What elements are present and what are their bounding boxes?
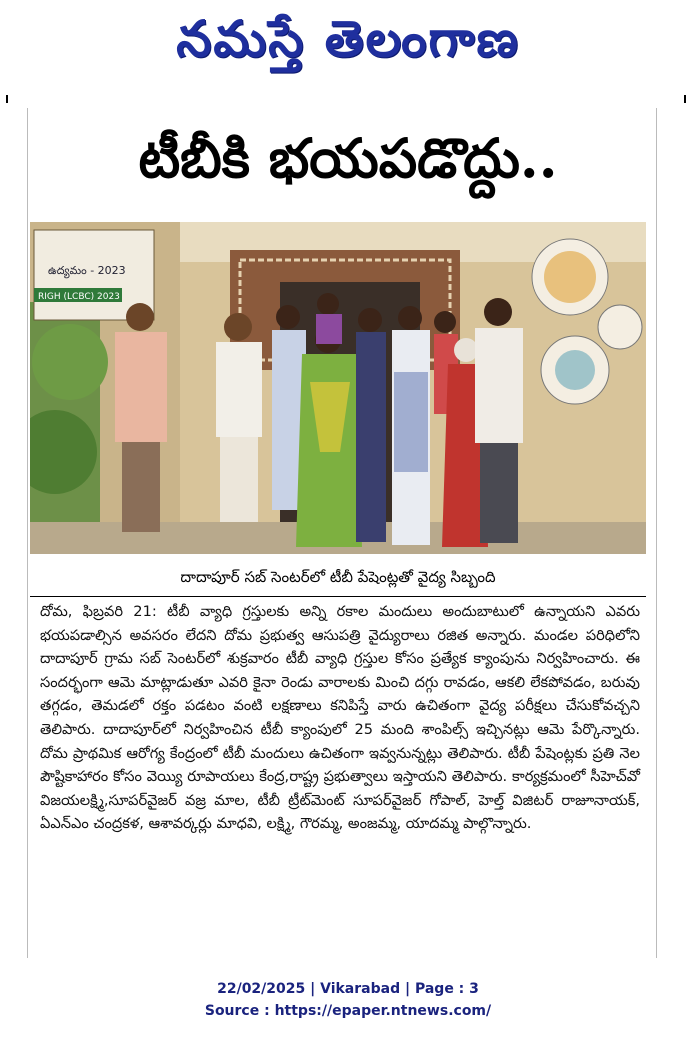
photo-caption: దాదాపూర్ సబ్ సెంటర్‌లో టీబీ పేషెంట్లతో వైద్య సిబ్బంది: [30, 558, 646, 597]
clip-top-rule: [0, 95, 696, 105]
edition-info: 22/02/2025 | Vikarabad | Page : 3: [217, 981, 479, 997]
wall-sign-text-1: ఉద్యమం - 2023: [48, 264, 126, 277]
source-link[interactable]: Source : https://epaper.ntnews.com/: [204, 1003, 492, 1019]
article-headline: టీబీకి భయపడొద్దు..: [138, 126, 558, 190]
group-photo-illustration: [30, 222, 646, 554]
article-photo: [30, 222, 646, 554]
article-body: [40, 600, 640, 836]
crop-mark-left: [6, 95, 8, 103]
article-body-paragraph: దోమ, ఫిబ్రవరి 21: టీబీ వ్యాధి గ్రస్తులకు అన్ని రకాల మందులు అందుబాటులో ఉన్నాయని ఎవరు భయపడాల్సిన అవసరం లేదని దోమ ప్రభుత్వ ఆసుపత్రి వైద్యురాలు రజిత అన్నారు. మండల పరిధిలోని దాదాపూర్ గ్రామ సబ్ సెంటర్‌లో శుక్రవారం టీబీ వ్యాధి గ్రస్తుల కోసం ప్రత్యేక క్యాంపును నిర్వహించారు. ఈ సందర్భంగా ఆమె మాట్లాడుతూ ఎవరి కైనా రెండు వారాలకు మించి దగ్గు రావడం, ఆకలి లేకపోవడం, బరువు తగ్గడం, తెమడలో రక్తం పడటం వంటి లక్షణాలు కనిపిస్తే వారు ఉచితంగా వైద్య పరీక్షలు చేసుకోవచ్చని తెలిపారు. దాదాపూర్‌లో నిర్వహించిన టీబీ క్యాంపులో 25 మంది శాంపిల్స్ ఇచ్చినట్లు ఆమె పేర్కొన్నారు. దోమ ప్రాథమిక ఆరోగ్య కేంద్రంలో టీబీ మందులు ఉచితంగా ఇవ్వనున్నట్లు తెలిపారు. టీబీ పేషెంట్లకు ప్రతి నెల పౌష్టికాహారం కోసం వెయ్యి రూపాయలు కేంద్ర,రాష్ట్ర ప్రభుత్వాలు ఇస్తాయని తెలిపారు. కార్యక్రమంలో సీహెచ్‌వో విజయలక్ష్మి,సూపర్‌వైజర్ వజ్ర మాల, టీబీ ట్రీట్‌మెంట్ సూపర్‌వైజర్ గోపాల్, హెల్త్ విజిటర్ రాజూనాయక్, ఏఎన్‌ఎం చంద్రకళ, ఆశావర్కర్లు మాధవి, లక్ష్మి, గౌరమ్మ, అంజమ్మ, యాదమ్మ పాల్గొన్నారు.: [40, 603, 640, 833]
wall-sign-text-2: RIGH (LCBC) 2023: [38, 292, 120, 302]
crop-mark-right: [684, 95, 686, 103]
masthead: [0, 0, 696, 80]
page-footer: [0, 978, 696, 1022]
newspaper-title: నమస్తే తెలంగాణ: [176, 9, 520, 68]
